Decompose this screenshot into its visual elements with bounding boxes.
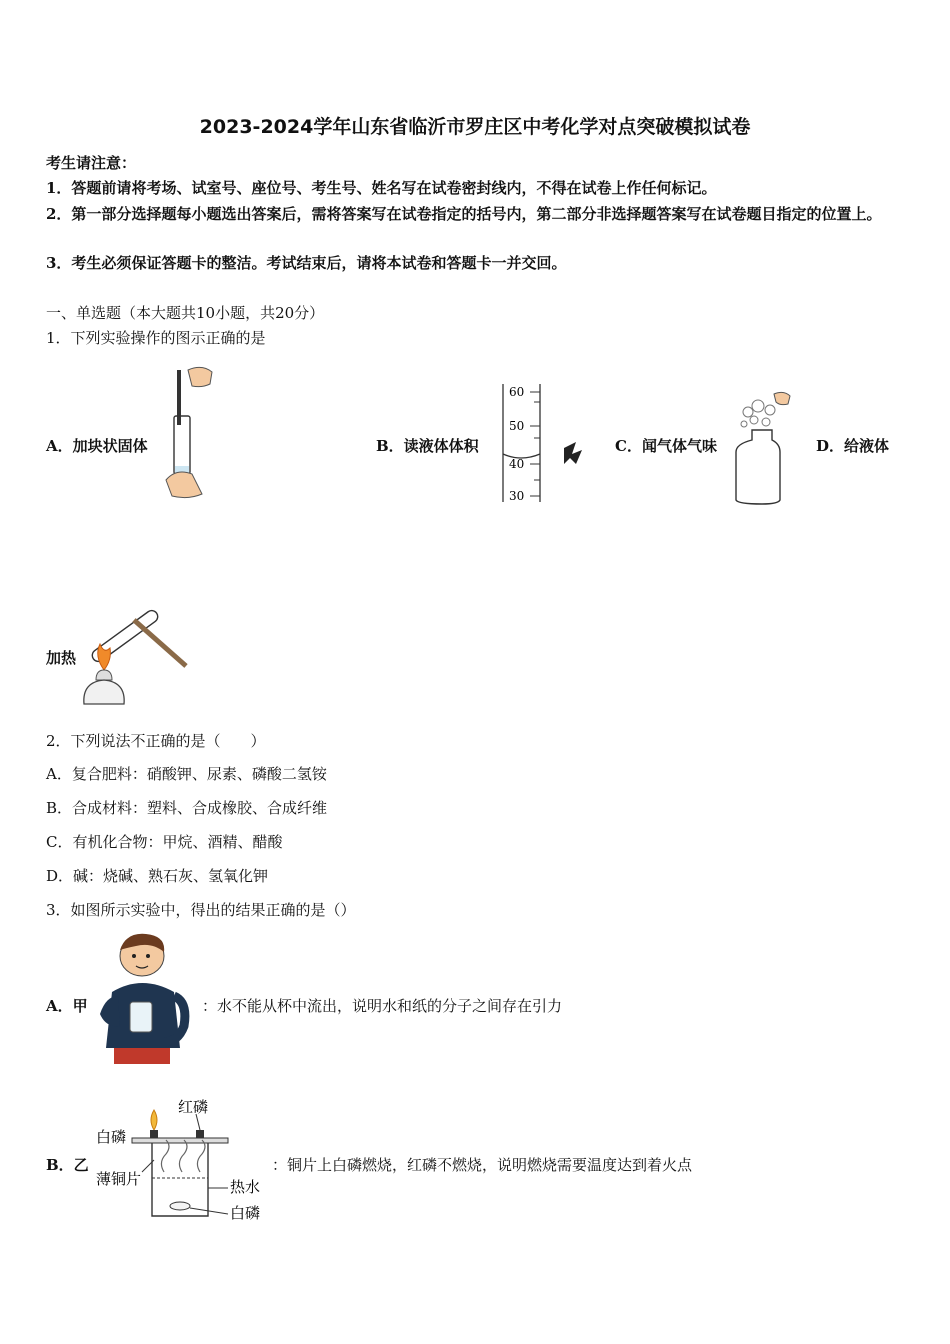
q1-option-d: D．给液体 <box>816 437 890 455</box>
notice-item-3: 3．考生必须保证答题卡的整洁。考试结束后，请将本试卷和答题卡一并交回。 <box>46 254 567 272</box>
q2-option-d: D．碱：烧碱、熟石灰、氢氧化钾 <box>46 867 269 885</box>
cylinder-tick-60: 60 <box>509 385 525 399</box>
q3-option-b-prefix: B．乙 <box>46 1156 89 1174</box>
phosphorus-experiment-figure <box>92 1092 282 1224</box>
notice-item-2: 2．第一部分选择题每小题选出答案后，需将答案写在试卷指定的括号内，第二部分非选择题答案写在试卷题目指定的位置上。 <box>46 205 882 223</box>
hot-water-label: 热水 <box>230 1178 261 1196</box>
section-heading: 一、单选题（本大题共10小题，共20分） <box>46 304 325 322</box>
q3-option-a-prefix: A．甲 <box>46 997 88 1015</box>
q2-option-b: B．合成材料：塑料、合成橡胶、合成纤维 <box>46 799 328 817</box>
notice-heading: 考生请注意： <box>46 154 137 172</box>
q1-option-b: B．读液体体积 <box>376 437 479 455</box>
q2-option-a: A．复合肥料：硝酸钾、尿素、磷酸二氢铵 <box>46 765 327 783</box>
cylinder-tick-50: 50 <box>509 419 525 433</box>
white-phosphorus-top-label: 白磷 <box>96 1128 127 1146</box>
cylinder-tick-30: 30 <box>509 489 525 503</box>
q3-stem: 3．如图所示实验中，得出的结果正确的是（） <box>46 901 356 919</box>
boy-with-cup-figure <box>96 930 206 1070</box>
measuring-cylinder-figure <box>498 380 588 506</box>
q1-option-d-cont: 加热 <box>46 649 77 667</box>
q3-option-b-text: ：铜片上白磷燃烧，红磷不燃烧，说明燃烧需要温度达到着火点 <box>272 1156 693 1174</box>
gas-bottle-figure <box>730 386 800 506</box>
heating-liquid-figure <box>78 596 194 710</box>
q1-option-c: C．闻气体气味 <box>615 437 717 455</box>
q1-stem: 1．下列实验操作的图示正确的是 <box>46 329 266 347</box>
copper-sheet-label: 薄铜片 <box>96 1170 142 1188</box>
page-title: 2023-2024学年山东省临沂市罗庄区中考化学对点突破模拟试卷 <box>199 116 751 138</box>
cylinder-tick-40: 40 <box>509 457 525 471</box>
solid-adding-figure <box>158 362 218 502</box>
eye-icon <box>564 442 582 464</box>
q2-stem: 2．下列说法不正确的是（ ） <box>46 732 266 750</box>
red-phosphorus-label: 红磷 <box>178 1098 209 1116</box>
q2-option-c: C．有机化合物：甲烷、酒精、醋酸 <box>46 833 283 851</box>
q3-option-a-text: ：水不能从杯中流出，说明水和纸的分子之间存在引力 <box>202 997 563 1015</box>
notice-item-1: 1．答题前请将考场、试室号、座位号、考生号、姓名写在试卷密封线内，不得在试卷上作任何标记。 <box>46 179 717 197</box>
white-phosphorus-bottom-label: 白磷 <box>230 1204 261 1222</box>
q1-option-a: A．加块状固体 <box>46 437 148 455</box>
